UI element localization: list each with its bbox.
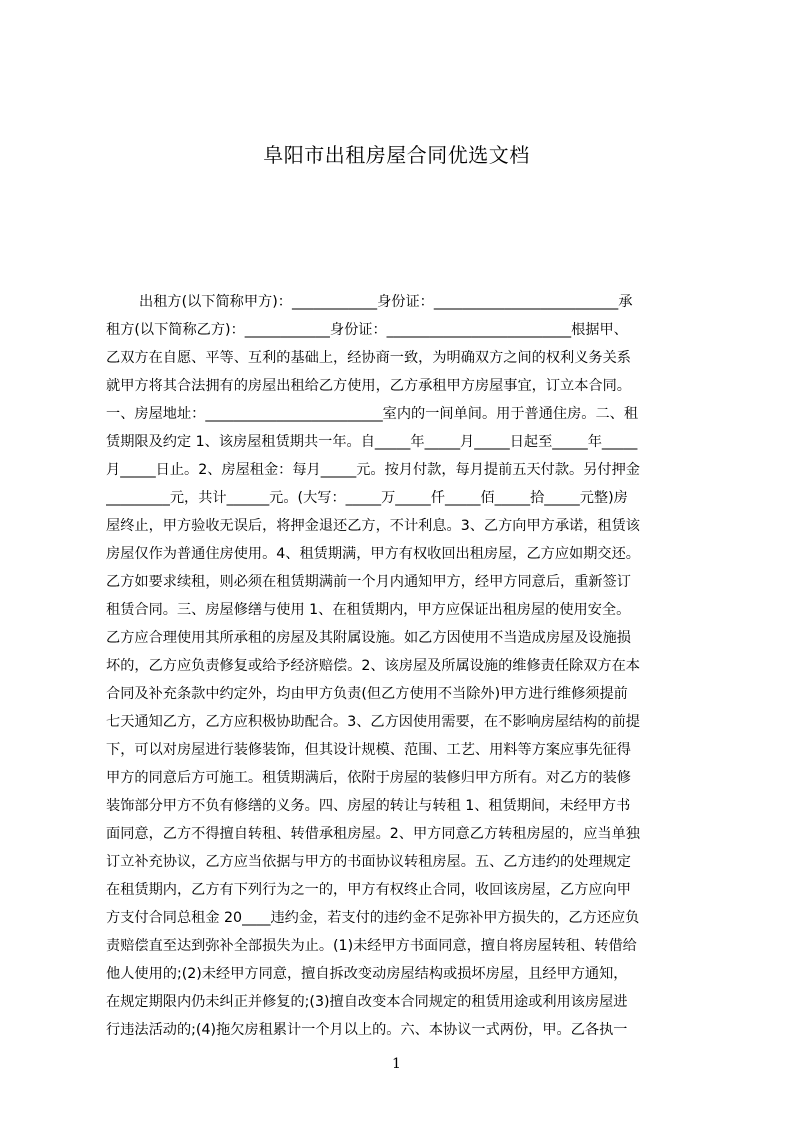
body-line: 坏的，乙方应负责修复或给予经济赔偿。2、该房屋及所属设施的维修责任除双方在本	[106, 658, 640, 674]
body-line: 合同及补充条款中约定外，均由甲方负责(但乙方使用不当除外)甲方进行维修须提前	[106, 686, 628, 702]
body-line: 出租方(以下简称甲方)：____________身份证：__________________________承	[139, 294, 633, 310]
body-line: 七天通知乙方，乙方应积极协助配合。3、乙方因使用需要，在不影响房屋结构的前提	[106, 714, 640, 730]
body-line: 房屋仅作为普通住房使用。4、租赁期满，甲方有权收回出租房屋，乙方应如期交还。	[106, 546, 640, 562]
body-line: 责赔偿直至达到弥补全部损失为止。(1)未经甲方书面同意，擅自将房屋转租、转借给	[106, 938, 637, 954]
page-number: 1	[392, 1056, 401, 1072]
contract-body	[106, 288, 698, 1044]
body-line: 乙双方在自愿、平等、互利的基础上，经协商一致，为明确双方之间的权利义务关系	[106, 350, 631, 366]
body-line: 一、房屋地址：_________________________室内的一间单间。用于普通住房。二、租	[106, 406, 639, 422]
body-line: 在规定期限内仍未纠正并修复的;(3)擅自改变本合同规定的租赁用途或利用该房屋进	[106, 994, 628, 1010]
body-line: 订立补充协议，乙方应当依据与甲方的书面协议转租房屋。五、乙方违约的处理规定	[106, 854, 631, 870]
body-line: 月_____日止。2、房屋租金：每月_____元。按月付款，每月提前五天付款。另付押金	[106, 462, 640, 478]
body-line: 乙方如要求续租，则必须在租赁期满前一个月内通知甲方，经甲方同意后，重新签订	[106, 574, 631, 590]
body-line: 方支付合同总租金 20____违约金，若支付的违约金不足弥补甲方损失的，乙方还应负	[106, 910, 640, 926]
body-line: 租赁合同。三、房屋修缮与使用 1、在租赁期内，甲方应保证出租房屋的使用安全。	[106, 602, 631, 618]
body-line: _________元，共计______元。(大写：_____万_____仟_____佰_____拾_____元整)房	[106, 490, 628, 506]
body-line: 甲方的同意后方可施工。租赁期满后，依附于房屋的装修归甲方所有。对乙方的装修	[106, 770, 631, 786]
body-line: 下，可以对房屋进行装修装饰，但其设计规模、范围、工艺、用料等方案应事先征得	[106, 742, 631, 758]
body-line: 乙方应合理使用其所承租的房屋及其附属设施。如乙方因使用不当造成房屋及设施损	[106, 630, 631, 646]
body-line: 在租赁期内，乙方有下列行为之一的，甲方有权终止合同，收回该房屋，乙方应向甲	[106, 882, 631, 898]
body-line: 面同意，乙方不得擅自转租、转借承租房屋。2、甲方同意乙方转租房屋的，应当单独	[106, 826, 640, 842]
document-title: 阜阳市出租房屋合同优选文档	[263, 143, 530, 167]
body-line: 他人使用的;(2)未经甲方同意，擅自拆改变动房屋结构或损坏房屋，且经甲方通知，	[106, 966, 628, 982]
body-line: 装饰部分甲方不负有修缮的义务。四、房屋的转让与转租 1、租赁期间，未经甲方书	[106, 798, 631, 814]
body-line: 屋终止，甲方验收无误后，将押金退还乙方，不计利息。3、乙方向甲方承诺，租赁该	[106, 518, 640, 534]
body-line: 赁期限及约定 1、该房屋租赁期共一年。自_____年_____月_____日起至_____年_____	[106, 434, 638, 450]
body-line: 就甲方将其合法拥有的房屋出租给乙方使用，乙方承租甲方房屋事宜，订立本合同。	[106, 378, 631, 394]
body-line: 行违法活动的;(4)拖欠房租累计一个月以上的。六、本协议一式两份，甲。乙各执一	[106, 1022, 628, 1038]
body-line: 租方(以下简称乙方)：____________身份证：__________________________根据甲、	[106, 322, 628, 338]
